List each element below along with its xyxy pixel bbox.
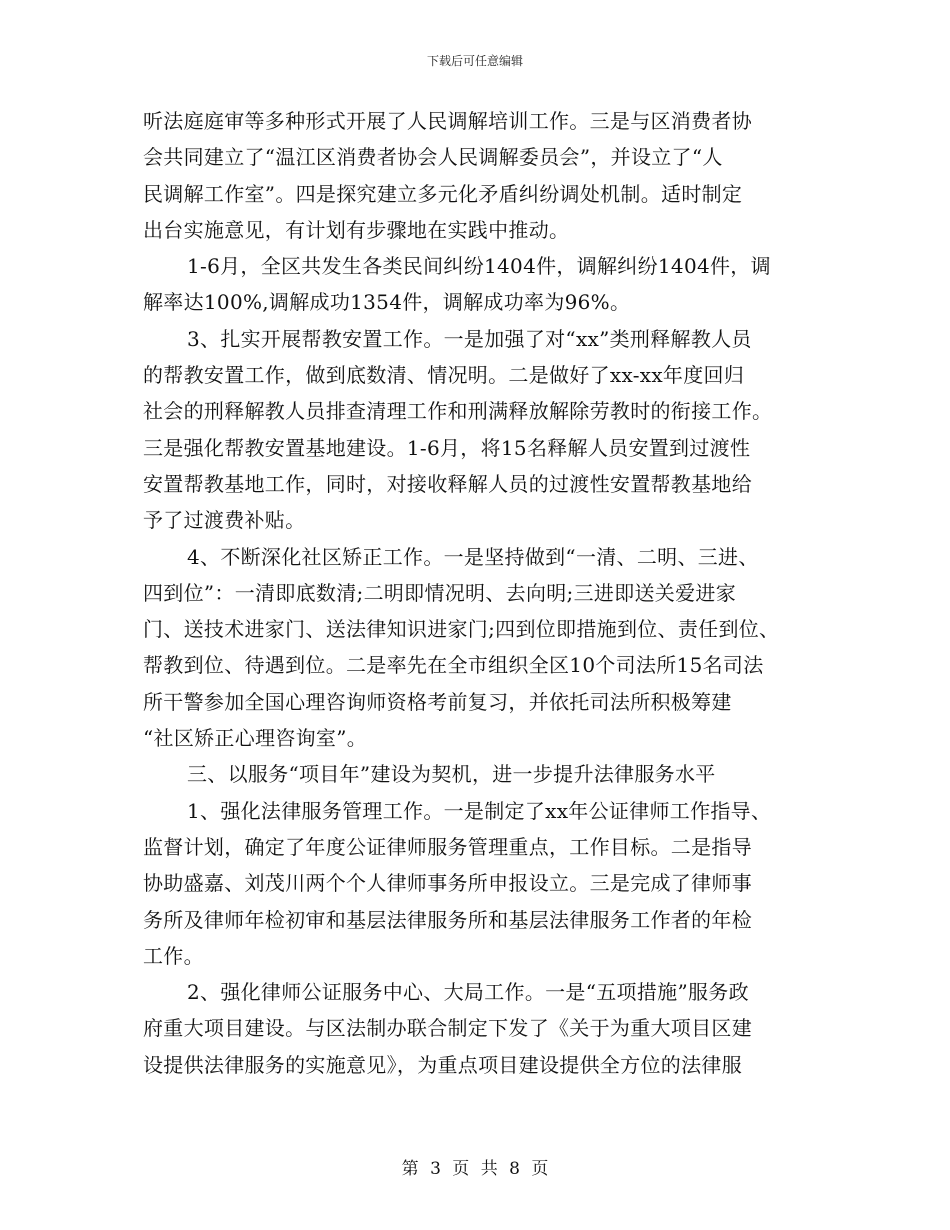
text-line: 三是强化帮教安置基地建设。1-6月，将15名释解人员安置到过渡性 <box>143 435 751 460</box>
page-header: 下载后可任意编辑 <box>426 54 523 68</box>
text-line: 安置帮教基地工作，同时，对接收释解人员的过渡性安置帮教基地给 <box>143 471 752 496</box>
text-line: 所干警参加全国心理咨询师资格考前复习，并依托司法所积极筹建 <box>143 689 732 714</box>
text-line: “社区矫正心理咨询室”。 <box>143 726 368 751</box>
text-line: 4、不断深化社区矫正工作。一是坚持做到“一清、二明、三进、 <box>187 544 759 569</box>
text-line: 设提供法律服务的实施意见》，为重点项目建设提供全方位的法律服 <box>143 1052 742 1077</box>
text-line: 会共同建立了“温江区消费者协会人民调解委员会”，并设立了“人 <box>143 145 723 170</box>
text-line: 三、以服务“项目年”建设为契机，进一步提升法律服务水平 <box>187 762 716 787</box>
text-line: 门、送技术进家门、送法律知识进家门;四到位即措施到位、责任到位、 <box>143 617 780 642</box>
text-line: 社会的刑释解教人员排查清理工作和刑满释放解除劳教时的衔接工作。 <box>143 399 773 424</box>
document-body <box>143 103 833 1083</box>
text-line: 府重大项目建设。与区法制办联合制定下发了《关于为重大项目区建 <box>143 1016 752 1041</box>
text-line: 1、强化法律服务管理工作。一是制定了xx年公证律师工作指导、 <box>187 798 772 823</box>
text-line: 监督计划，确定了年度公证律师服务管理重点，工作目标。二是指导 <box>143 834 752 859</box>
text-line: 2、强化律师公证服务中心、大局工作。一是“五项措施”服务政 <box>187 980 749 1005</box>
text-line: 四到位”：一清即底数清;二明即情况明、去向明;三进即送关爱进家 <box>143 580 737 605</box>
text-line: 听法庭庭审等多种形式开展了人民调解培训工作。三是与区消费者协 <box>143 109 752 133</box>
text-line: 民调解工作室”。四是探究建立多元化矛盾纠纷调处机制。适时制定 <box>143 181 743 206</box>
text-line: 解率达100%,调解成功1354件，调解成功率为96%。 <box>143 290 631 315</box>
text-line: 协助盛嘉、刘茂川两个个人律师事务所申报设立。三是完成了律师事 <box>143 871 752 896</box>
text-line: 务所及律师年检初审和基层法律服务所和基层法律服务工作者的年检 <box>143 907 752 932</box>
text-line: 3、扎实开展帮教安置工作。一是加强了对“xx”类刑释解教人员 <box>187 326 752 351</box>
text-line: 的帮教安置工作，做到底数清、情况明。二是做好了xx-xx年度回归 <box>143 363 745 388</box>
text-line: 出台实施意见，有计划有步骤地在实践中推动。 <box>143 217 570 242</box>
text-line: 工作。 <box>143 943 204 968</box>
text-line: 帮教到位、待遇到位。二是率先在全市组织全区10个司法所15名司法 <box>143 653 764 678</box>
text-line: 1-6月，全区共发生各类民间纠纷1404件，调解纠纷1404件，调 <box>187 254 771 279</box>
text-line: 予了过渡费补贴。 <box>143 508 306 533</box>
page-footer: 第 3 页 共 8 页 <box>401 1159 549 1179</box>
